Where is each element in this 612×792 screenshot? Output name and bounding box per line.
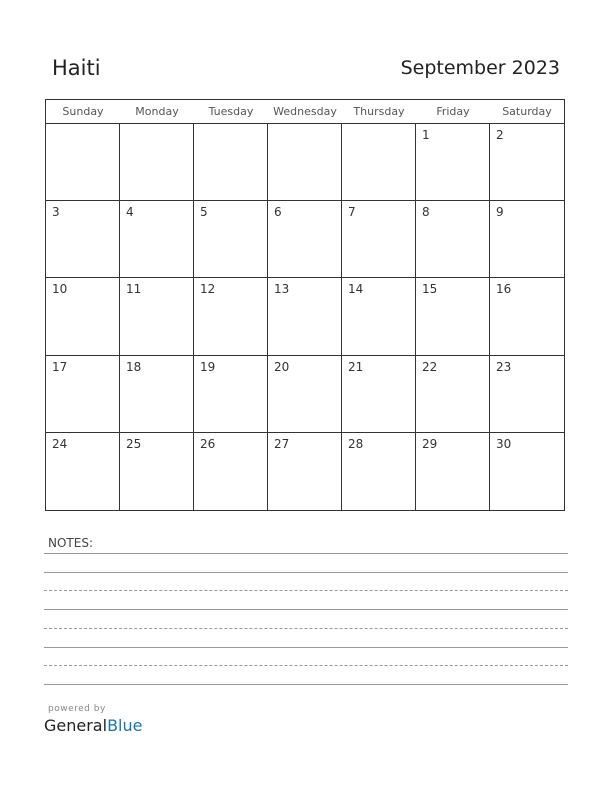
day-cell: 21	[342, 356, 416, 433]
month-title: September 2023	[400, 57, 560, 79]
day-cell	[268, 124, 342, 201]
day-cell: 24	[46, 433, 120, 510]
day-cell: 10	[46, 278, 120, 355]
day-cell: 28	[342, 433, 416, 510]
day-cell: 22	[416, 356, 490, 433]
day-cell	[342, 124, 416, 201]
powered-by-text: powered by	[48, 704, 106, 714]
note-line	[44, 684, 568, 685]
weekday-thursday: Thursday	[342, 100, 416, 124]
day-cell: 23	[490, 356, 564, 433]
day-cell	[194, 124, 268, 201]
country-title: Haiti	[52, 56, 101, 80]
calendar-grid	[45, 99, 565, 511]
brand-blue: Blue	[107, 716, 143, 735]
weekday-tuesday: Tuesday	[194, 100, 268, 124]
day-cell: 11	[120, 278, 194, 355]
weekday-wednesday: Wednesday	[268, 100, 342, 124]
day-cell	[46, 124, 120, 201]
day-cell: 4	[120, 201, 194, 278]
weekday-sunday: Sunday	[46, 100, 120, 124]
day-cell: 12	[194, 278, 268, 355]
day-cell: 3	[46, 201, 120, 278]
notes-label: NOTES:	[48, 536, 93, 550]
note-line	[44, 647, 568, 648]
day-cell: 16	[490, 278, 564, 355]
day-cell: 1	[416, 124, 490, 201]
note-line	[44, 609, 568, 610]
weekday-friday: Friday	[416, 100, 490, 124]
day-cell: 26	[194, 433, 268, 510]
brand-general: General	[44, 716, 108, 735]
day-cell: 17	[46, 356, 120, 433]
weekday-saturday: Saturday	[490, 100, 564, 124]
day-cell: 8	[416, 201, 490, 278]
day-cell: 13	[268, 278, 342, 355]
day-cell: 25	[120, 433, 194, 510]
note-line	[44, 628, 568, 629]
day-cell: 14	[342, 278, 416, 355]
note-line	[44, 590, 568, 591]
day-cell: 18	[120, 356, 194, 433]
day-cell: 27	[268, 433, 342, 510]
weekday-monday: Monday	[120, 100, 194, 124]
day-cell: 30	[496, 436, 512, 451]
brand-logo	[44, 716, 142, 735]
day-cell: 19	[194, 356, 268, 433]
day-cell	[120, 124, 194, 201]
day-cell: 15	[416, 278, 490, 355]
day-cell: 6	[268, 201, 342, 278]
day-cell: 5	[194, 201, 268, 278]
note-line	[44, 665, 568, 666]
day-cell: 2	[490, 124, 564, 201]
day-cell: 9	[490, 201, 564, 278]
note-line	[44, 553, 568, 554]
day-cell: 7	[342, 201, 416, 278]
day-cell: 29	[416, 433, 490, 510]
day-cell: 20	[268, 356, 342, 433]
note-line	[44, 572, 568, 573]
